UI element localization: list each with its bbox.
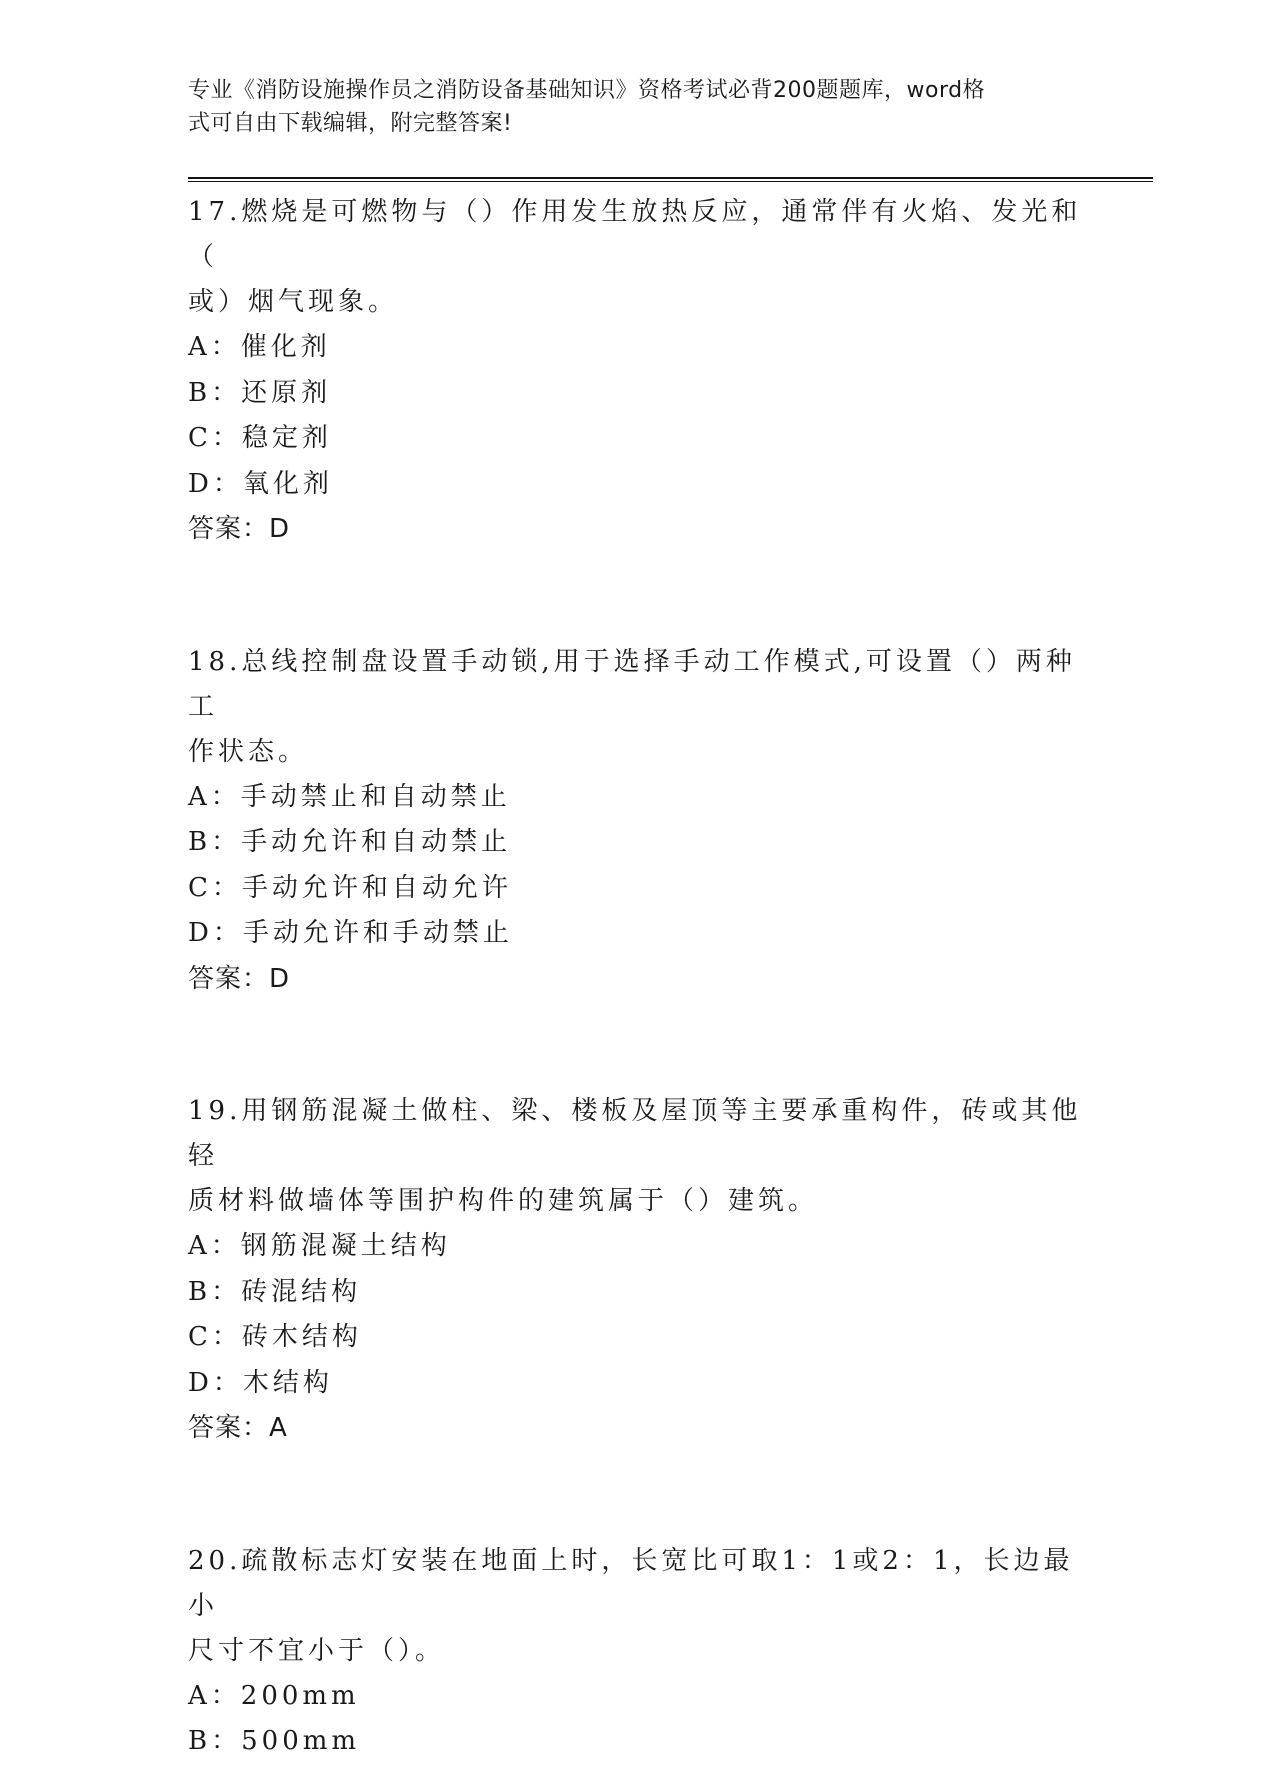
header-divider-thin — [188, 181, 1153, 182]
question-text-line-1: 20.疏散标志灯安装在地面上时，长宽比可取1：1或2：1，长边最小 — [188, 1545, 1074, 1621]
option-a: A：钢筋混凝土结构 — [188, 1231, 451, 1261]
document-header — [188, 74, 1068, 140]
question-text-line-1: 18.总线控制盘设置手动锁,用于选择手动工作模式,可设置（）两种工 — [188, 646, 1076, 722]
option-d: D：木结构 — [188, 1367, 333, 1398]
question-text-line-2: 尺寸不宜小于（）。 — [188, 1635, 446, 1666]
option-b: B：还原剂 — [188, 377, 332, 408]
option-a: A：手动禁止和自动禁止 — [188, 781, 511, 812]
question-text-line-2: 作状态。 — [188, 736, 309, 767]
option-a: A：催化剂 — [188, 332, 331, 362]
option-d: D：手动允许和手动禁止 — [188, 918, 513, 948]
option-b: B：砖混结构 — [188, 1276, 362, 1307]
question-20 — [188, 1539, 1088, 1765]
option-a: A：200mm — [188, 1680, 360, 1711]
question-18 — [188, 640, 1088, 1003]
question-text-line-1: 17.燃烧是可燃物与（）作用发生放热反应，通常伴有火焰、发光和（ — [188, 197, 1082, 272]
question-text-line-2: 质材料做墙体等围护构件的建筑属于（）建筑。 — [188, 1186, 819, 1216]
option-b: B：500mm — [188, 1726, 361, 1756]
question-19 — [188, 1089, 1088, 1452]
header-line-1: 专业《消防设施操作员之消防设备基础知识》资格考试必背200题题库，word格 — [188, 78, 986, 103]
header-line-2: 式可自由下载编辑，附完整答案! — [188, 111, 513, 136]
option-c: C：砖木结构 — [188, 1322, 362, 1352]
option-c: C：稳定剂 — [188, 423, 332, 453]
header-divider-thick — [188, 177, 1153, 179]
question-text-line-1: 19.用钢筋混凝土做柱、梁、楼板及屋顶等主要承重构件，砖或其他轻 — [188, 1096, 1082, 1171]
answer: 答案：D — [188, 514, 291, 544]
question-list — [188, 190, 1088, 1765]
question-17 — [188, 190, 1088, 553]
answer: 答案：D — [188, 963, 291, 994]
question-spacer — [188, 1002, 1088, 1089]
question-spacer — [188, 1452, 1088, 1539]
option-c: C：手动允许和自动允许 — [188, 872, 512, 903]
question-spacer — [188, 553, 1088, 640]
option-b: B：手动允许和自动禁止 — [188, 827, 512, 857]
question-text-line-2: 或）烟气现象。 — [188, 287, 399, 317]
answer: 答案：A — [188, 1413, 288, 1443]
option-d: D：氧化剂 — [188, 468, 333, 499]
